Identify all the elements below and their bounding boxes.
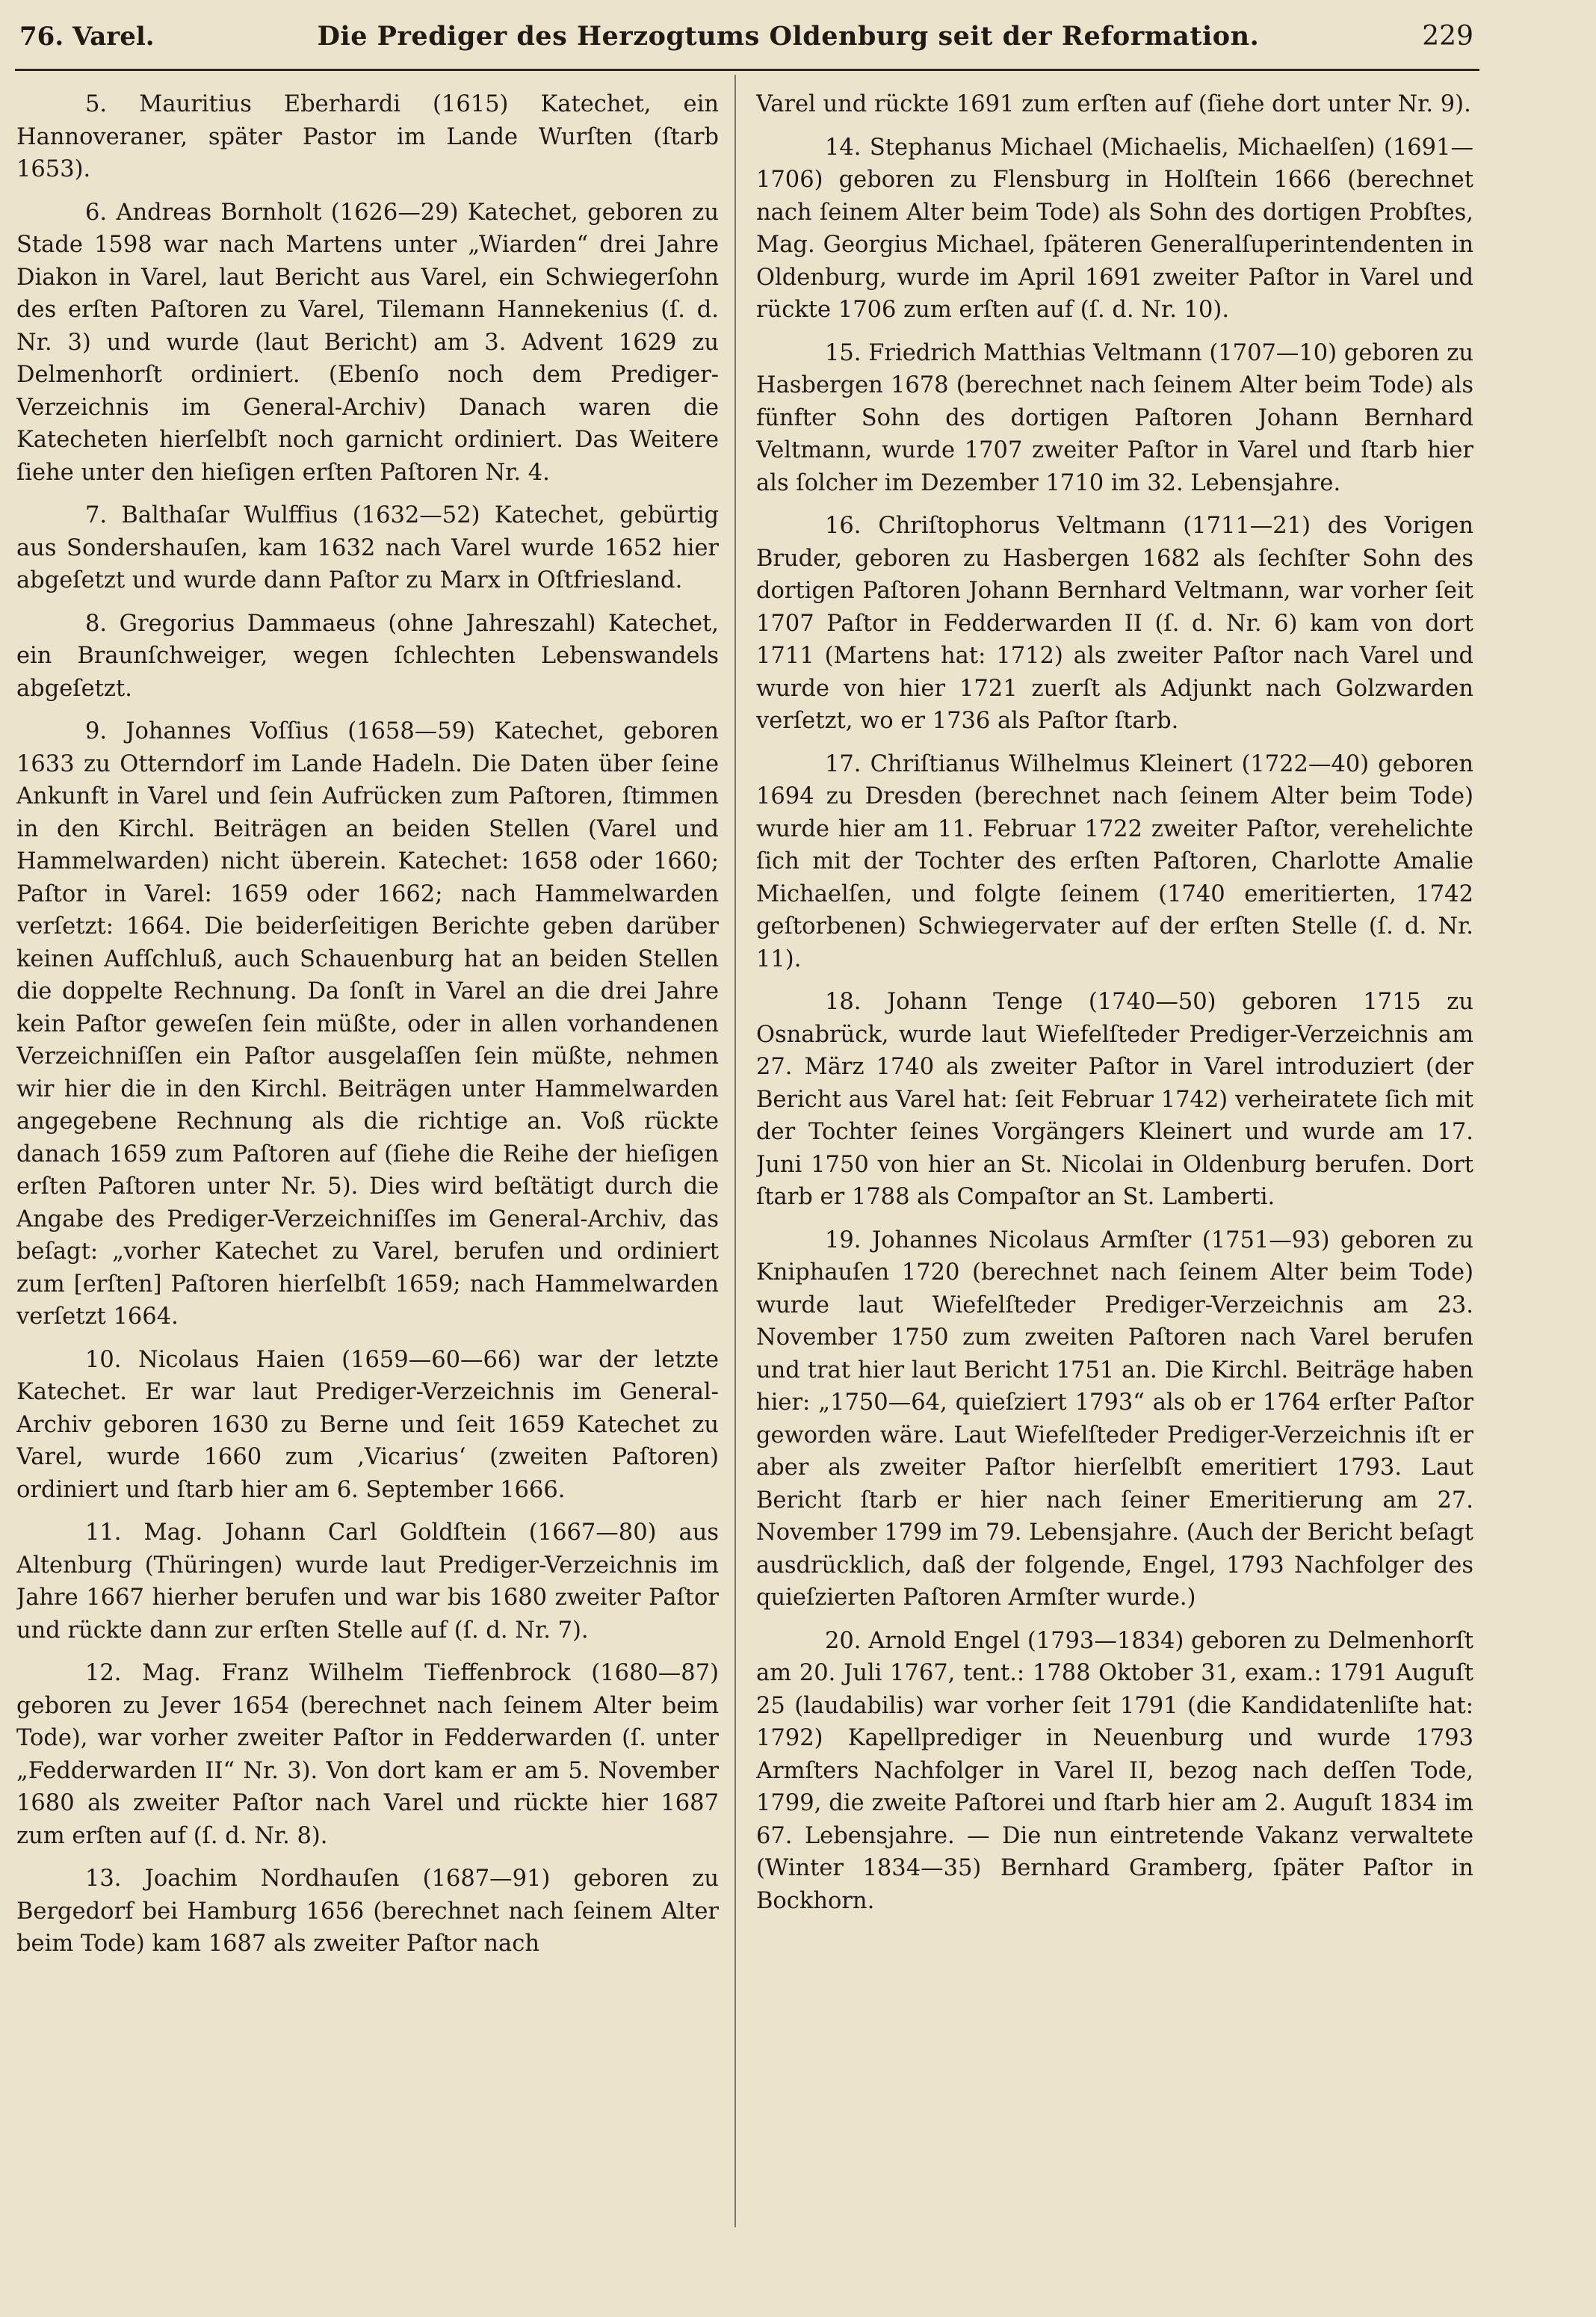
entry-7: 7. Balthaſar Wulffius (1632—52) Katechet, gebürtig aus Sondershauſen, kam 1632 nach Varel wurde 1652 hier abgeſetzt und wurde dann Paſtor zu Marx in Oſtfriesland. xyxy=(16,502,719,593)
entry-14: 14. Stephanus Michael (Michaelis, Michaelſen) (1691—1706) geboren zu Flensburg in Holſtein 1666 (berechnet nach ſeinem Alter beim Tode) als Sohn des dortigen Probſtes, Mag. Georgius Michael, ſpäteren Generalſuperintendenten in Oldenburg, wurde im April 1691 zweiter Paſtor in Varel und rückte 1706 zum erſten auf (ſ. d. Nr. 10). xyxy=(756,134,1473,323)
entry-17: 17. Chriſtianus Wilhelmus Kleinert (1722—40) geboren 1694 zu Dresden (berechnet nach ſeinem Alter beim Tode) wurde hier am 11. Februar 1722 zweiter Paſtor, verehelichte ſich mit der Tochter des erſten Paſtoren, Charlotte Amalie Michaelſen, und folgte ſeinem (1740 emeritierten, 1742 geſtorbenen) Schwiegervater auf der erſten Stelle (ſ. d. Nr. 11). xyxy=(756,750,1473,972)
running-title: Die Prediger des Herzogtums Oldenburg seit der Reformation. xyxy=(317,21,1260,52)
entry-16: 16. Chriſtophorus Veltmann (1711—21) des Vorigen Bruder, geboren zu Hasbergen 1682 als ſechſter Sohn des dortigen Paſtoren Johann Bernhard Veltmann, war vorher ſeit 1707 Paſtor in Fedderwarden II (ſ. d. Nr. 6) kam von dort 1711 (Martens hat: 1712) als zweiter Paſtor nach Varel und wurde von hier 1721 zuerſt als Adjunkt nach Golzwarden verſetzt, wo er 1736 als Paſtor ſtarb. xyxy=(756,513,1473,734)
entry-6: 6. Andreas Bornholt (1626—29) Katechet, geboren zu Stade 1598 war nach Martens unter „Wiarden“ drei Jahre Diakon in Varel, laut Bericht aus Varel, ein Schwiegerſohn des erſten Paſtoren zu Varel, Tilemann Hannekenius (ſ. d. Nr. 3) und wurde (laut Bericht) am 3. Advent 1629 zu Delmenhorſt ordiniert. (Ebenſo noch dem Prediger-Verzeichnis im General-Archiv) Danach waren die Katecheten hierſelbſt noch garnicht ordiniert. Das Weitere ſiehe unter den hieſigen erſten Paſtoren Nr. 4. xyxy=(16,199,719,486)
entry-8: 8. Gregorius Dammaeus (ohne Jahreszahl) Katechet, ein Braunſchweiger, wegen ſchlechten Lebenswandels abgeſetzt. xyxy=(16,610,719,702)
running-header xyxy=(19,21,1473,66)
left-column xyxy=(16,88,719,2293)
entry-20: 20. Arnold Engel (1793—1834) geboren zu Delmenhorſt am 20. Juli 1767, tent.: 1788 Oktober 31, exam.: 1791 Auguſt 25 (laudabilis) war vorher ſeit 1791 (die Kandidatenliſte hat: 1792) Kapellprediger in Neuenburg und wurde 1793 Armſters Nachfolger in Varel II, bezog nach deſſen Tode, 1799, die zweite Paſtorei und ſtarb hier am 2. Auguſt 1834 im 67. Lebensjahre. — Die nun eintretende Vakanz verwaltete (Winter 1834—35) Bernhard Gramberg, ſpäter Paſtor in Bockhorn. xyxy=(756,1627,1473,1914)
entry-15: 15. Friedrich Matthias Veltmann (1707—10) geboren zu Hasbergen 1678 (berechnet nach ſeinem Alter beim Tode) als fünfter Sohn des dortigen Paſtoren Johann Bernhard Veltmann, wurde 1707 zweiter Paſtor in Varel und ſtarb hier als ſolcher im Dezember 1710 im 32. Lebensjahre. xyxy=(756,339,1473,496)
entry-18: 18. Johann Tenge (1740—50) geboren 1715 zu Osnabrück, wurde laut Wiefelſteder Prediger-Verzeichnis am 27. März 1740 als zweiter Paſtor in Varel introduziert (der Bericht aus Varel hat: ſeit Februar 1742) verheiratete ſich mit der Tochter ſeines Vorgängers Kleinert und wurde am 17. Juni 1750 von hier an St. Nicolai in Oldenburg berufen. Dort ſtarb er 1788 als Compaſtor an St. Lamberti. xyxy=(756,989,1473,1210)
entry-11: 11. Mag. Johann Carl Goldſtein (1667—80) aus Altenburg (Thüringen) wurde laut Prediger-Verzeichnis im Jahre 1667 hierher berufen und war bis 1680 zweiter Paſtor und rückte dann zur erſten Stelle auf (ſ. d. Nr. 7). xyxy=(16,1520,719,1644)
header-rule xyxy=(15,69,1479,71)
right-column xyxy=(756,88,1473,2293)
entry-5: 5. Mauritius Eberhardi (1615) Katechet, ein Hannoveraner, später Pastor im Lande Wurſten (ſtarb 1653). xyxy=(16,91,719,182)
column-divider xyxy=(734,75,736,2227)
entry-12: 12. Mag. Franz Wilhelm Tieffenbrock (1680—87) geboren zu Jever 1654 (berechnet nach ſeinem Alter beim Tode), war vorher zweiter Paſtor in Fedderwarden (ſ. unter „Fedderwarden II“ Nr. 3). Von dort kam er am 5. November 1680 als zweiter Paſtor nach Varel und rückte hier 1687 zum erſten auf (ſ. d. Nr. 8). xyxy=(16,1660,719,1849)
section-label: 76. Varel. xyxy=(19,22,155,52)
entry-13: 13. Joachim Nordhauſen (1687—91) geboren zu Bergedorf bei Hamburg 1656 (berechnet nach ſeinem Alter beim Tode) kam 1687 als zweiter Paſtor nach xyxy=(16,1866,719,1957)
entry-9: 9. Johannes Voſſius (1658—59) Katechet, geboren 1633 zu Otterndorf im Lande Hadeln. Die Daten über ſeine Ankunft in Varel und ſein Aufrücken zum Paſtoren, ſtimmen in den Kirchl. Beiträgen an beiden Stellen (Varel und Hammelwarden) nicht überein. Katechet: 1658 oder 1660; Paſtor in Varel: 1659 oder 1662; nach Hammelwarden verſetzt: 1664. Die beiderſeitigen Berichte geben darüber keinen Aufſchluß, auch Schauenburg hat an beiden Stellen die doppelte Rechnung. Da ſonſt in Varel an die drei Jahre kein Paſtor geweſen ſein müßte, oder in allen vorhandenen Verzeichniſſen ein Paſtor ausgelaſſen ſein müßte, nehmen wir hier die in den Kirchl. Beiträgen unter Hammelwarden angegebene Rechnung als die richtige an. Voß rückte danach 1659 zum Paſtoren auf (ſiehe die Reihe der hieſigen erſten Paſtoren unter Nr. 5). Dies wird beſtätigt durch die Angabe des Prediger-Verzeichniſſes im General-Archiv, das beſagt: „vorher Katechet zu Varel, berufen und ordiniert zum [erſten] Paſtoren hierſelbſt 1659; nach Hammelwarden verſetzt 1664. xyxy=(16,718,719,1330)
entry-13-continued: Varel und rückte 1691 zum erſten auf (ſiehe dort unter Nr. 9). xyxy=(756,91,1471,117)
entry-19: 19. Johannes Nicolaus Armſter (1751—93) geboren zu Kniphauſen 1720 (berechnet nach ſeinem Alter beim Tode) wurde laut Wiefelſteder Prediger-Verzeichnis am 23. November 1750 zum zweiten Paſtoren nach Varel berufen und trat hier laut Bericht 1751 an. Die Kirchl. Beiträge haben hier: „1750—64, quieſziert 1793“ als ob er 1764 erſter Paſtor geworden wäre. Laut Wiefelſteder Prediger-Verzeichnis iſt er aber als zweiter Paſtor hierſelbſt emeritiert 1793. Laut Bericht ſtarb er hier nach ſeiner Emeritierung am 27. November 1799 im 79. Lebensjahre. (Auch der Bericht beſagt ausdrücklich, daß der folgende, Engel, 1793 Nachfolger des quieſzierten Paſtoren Armſter wurde.) xyxy=(756,1227,1473,1611)
entry-10: 10. Nicolaus Haien (1659—60—66) war der letzte Katechet. Er war laut Prediger-Verzeichnis im General-Archiv geboren 1630 zu Berne und ſeit 1659 Katechet zu Varel, wurde 1660 zum ‚Vicarius‘ (zweiten Paſtoren) ordiniert und ſtarb hier am 6. September 1666. xyxy=(16,1346,719,1503)
page-number: 229 xyxy=(1422,21,1473,52)
